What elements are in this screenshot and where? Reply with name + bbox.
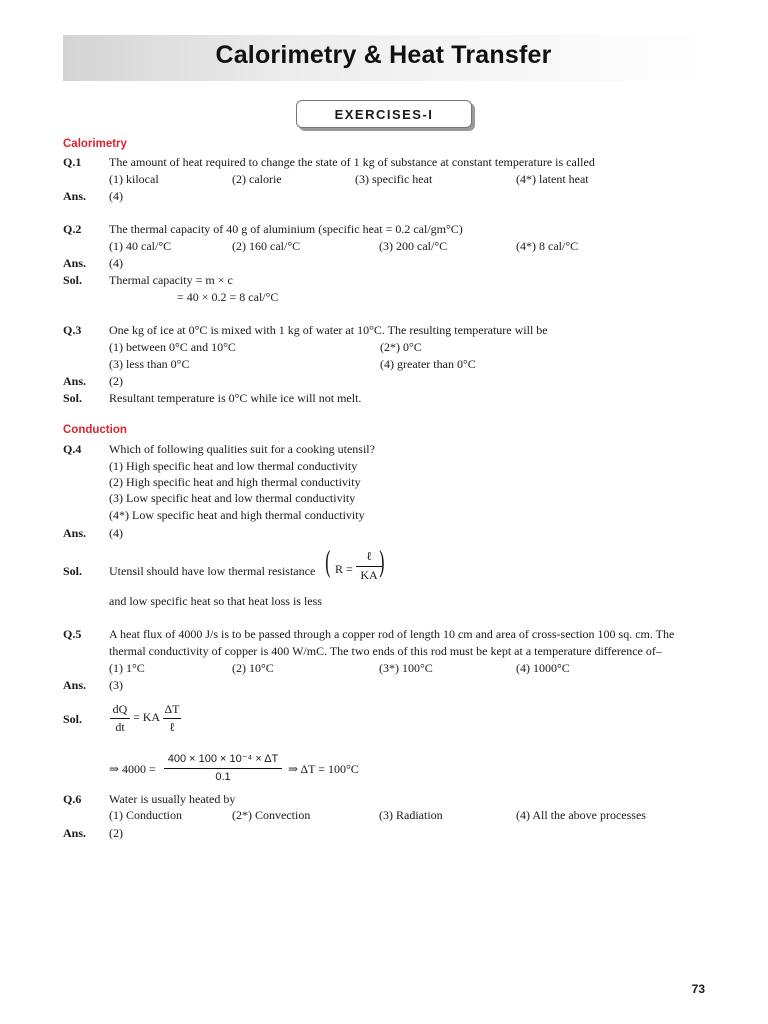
answer-value: (2) [109, 826, 123, 840]
question-text: thermal conductivity of copper is 400 W/mC. The two ends of this rod must be kept at a temperature difference of– [109, 644, 662, 658]
answer-value: (3) [109, 678, 123, 692]
right-paren: ) [378, 546, 386, 581]
option: (2*) 0°C [380, 340, 422, 354]
answer-value: (4) [109, 256, 123, 270]
solution-label: Sol. [63, 712, 83, 726]
title-banner [63, 35, 704, 81]
formula-numerator: dQ [112, 702, 128, 716]
solution-text: Utensil should have low thermal resistance [109, 564, 316, 578]
answer-value: (4) [109, 526, 123, 540]
option: (2) 160 cal/°C [232, 239, 301, 253]
answer-label: Ans. [63, 826, 87, 840]
option: (3) 200 cal/°C [379, 239, 448, 253]
solution-label: Sol. [63, 391, 83, 405]
option: (1) 1°C [109, 661, 145, 675]
fraction-bar [110, 718, 130, 719]
option: (4*) latent heat [516, 172, 589, 186]
option: (4*) Low specific heat and high thermal conductivity [109, 508, 365, 522]
option: (1) kilocal [109, 172, 159, 186]
formula-denominator: dt [115, 720, 125, 734]
answer-value: (2) [109, 374, 123, 388]
left-paren: ( [324, 546, 332, 581]
question-text: One kg of ice at 0°C is mixed with 1 kg of water at 10°C. The resulting temperature will be [109, 323, 548, 337]
question-text: Which of following qualities suit for a cooking utensil? [109, 442, 375, 456]
question-text: The amount of heat required to change the state of 1 kg of substance at constant temperature is called [109, 155, 595, 169]
question-label: Q.4 [63, 442, 82, 456]
answer-label: Ans. [63, 256, 87, 270]
formula-lhs: R = [335, 562, 353, 576]
exercise-heading [296, 100, 472, 128]
question-text: The thermal capacity of 40 g of aluminium (specific heat = 0.2 cal/gm°C) [109, 222, 463, 236]
option: (3) Radiation [379, 808, 443, 822]
solution-text: Resultant temperature is 0°C while ice will not melt. [109, 391, 362, 405]
fraction-bar [163, 718, 181, 719]
solution-text: and low specific heat so that heat loss is less [109, 594, 322, 608]
formula-result: ⇒ ΔT = 100°C [288, 762, 359, 776]
question-label: Q.1 [63, 155, 82, 169]
formula-numerator: ΔT [164, 702, 180, 716]
formula-numerator: 400 × 100 × 10⁻⁴ × ΔT [167, 753, 279, 765]
formula-denominator: KA [360, 568, 378, 582]
question-label: Q.5 [63, 627, 82, 641]
option: (2*) Convection [232, 808, 311, 822]
option: (4) greater than 0°C [380, 357, 476, 371]
option: (1) Conduction [109, 808, 182, 822]
answer-label: Ans. [63, 526, 87, 540]
formula-lhs: ⇒ 4000 = [109, 762, 156, 776]
formula-denominator: ℓ [169, 720, 175, 734]
page-number: 73 [691, 982, 705, 996]
question-text: A heat flux of 4000 J/s is to be passed through a copper rod of length 10 cm and area of cross-section 100 sq. cm. The [109, 627, 675, 641]
option: (2) calorie [232, 172, 282, 186]
question-label: Q.3 [63, 323, 82, 337]
option: (3) specific heat [355, 172, 433, 186]
answer-label: Ans. [63, 374, 87, 388]
option: (1) between 0°C and 10°C [109, 340, 236, 354]
answer-value: (4) [109, 189, 123, 203]
solution-label: Sol. [63, 564, 83, 578]
option: (3) Low specific heat and low thermal conductivity [109, 491, 356, 505]
option: (3) less than 0°C [109, 357, 190, 371]
formula-numerator: ℓ [366, 549, 372, 563]
solution-text: Thermal capacity = m × c [109, 273, 233, 287]
option: (1) High specific heat and low thermal conductivity [109, 459, 358, 473]
question-label: Q.6 [63, 792, 82, 806]
formula-operator: = KA [133, 710, 161, 724]
answer-label: Ans. [63, 189, 87, 203]
option: (4) All the above processes [516, 808, 646, 822]
solution-label: Sol. [63, 273, 83, 287]
question-text: Water is usually heated by [109, 792, 236, 806]
option: (2) High specific heat and high thermal conductivity [109, 475, 361, 489]
question-label: Q.2 [63, 222, 82, 236]
answer-label: Ans. [63, 678, 87, 692]
page-title: Calorimetry & Heat Transfer [215, 41, 552, 69]
section-heading-conduction: Conduction [63, 424, 127, 436]
option: (2) 10°C [232, 661, 274, 675]
option: (4*) 8 cal/°C [516, 239, 579, 253]
option: (4) 1000°C [516, 661, 570, 675]
section-heading-calorimetry: Calorimetry [63, 138, 127, 150]
option: (3*) 100°C [379, 661, 433, 675]
fraction-bar [164, 768, 282, 769]
solution-text: = 40 × 0.2 = 8 cal/°C [177, 290, 279, 304]
exercise-label: EXERCISES-I [296, 100, 472, 128]
option: (1) 40 cal/°C [109, 239, 172, 253]
formula-denominator: 0.1 [215, 771, 231, 783]
